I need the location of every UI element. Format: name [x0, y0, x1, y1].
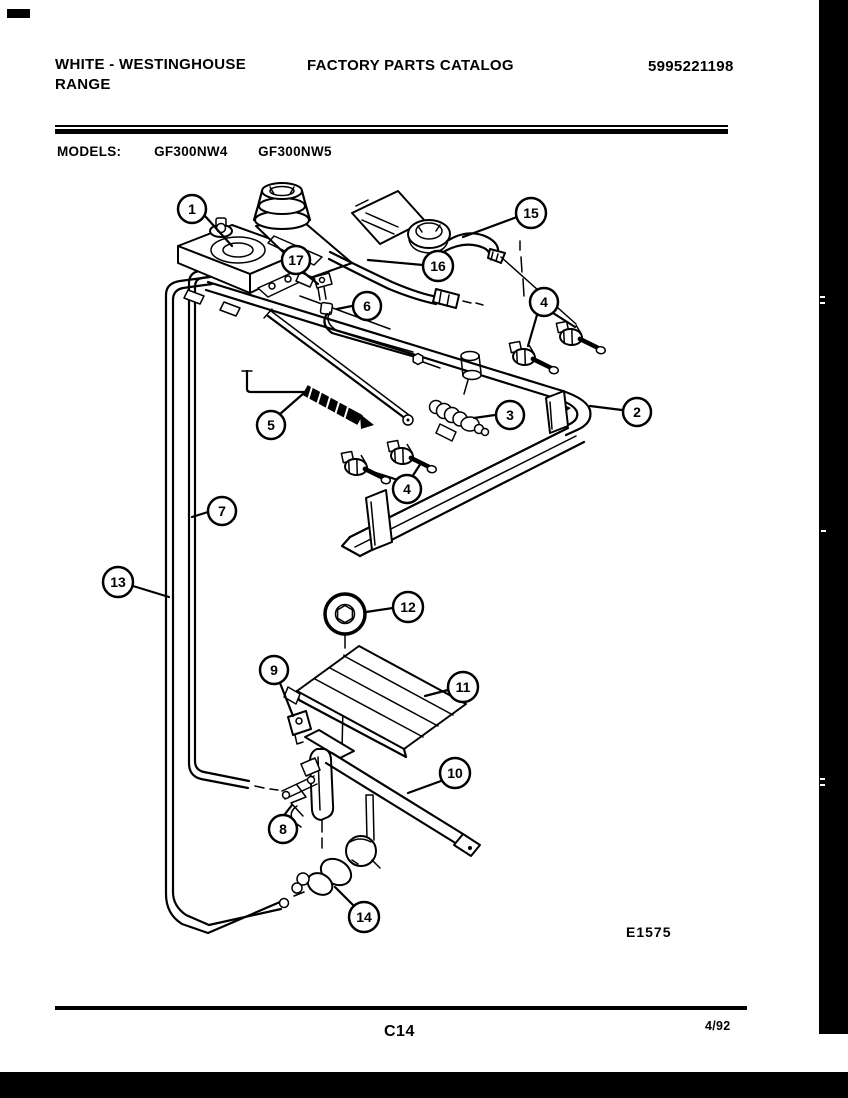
svg-text:12: 12 [400, 599, 416, 615]
svg-text:15: 15 [523, 205, 539, 221]
figure-code: E1575 [626, 924, 672, 940]
footer-rule [55, 1006, 747, 1010]
model-number-2: GF300NW5 [258, 144, 332, 159]
svg-text:10: 10 [447, 765, 463, 781]
callout-10 [408, 758, 470, 793]
svg-text:2: 2 [633, 404, 641, 420]
rail-bracket [366, 490, 392, 550]
callout-5 [257, 393, 304, 439]
callout-13 [103, 567, 169, 597]
revision-date: 4/92 [705, 1019, 731, 1033]
svg-text:7: 7 [218, 503, 226, 519]
svg-text:4: 4 [540, 294, 548, 310]
callout-9 [260, 656, 293, 716]
callouts [103, 195, 651, 932]
svg-text:16: 16 [430, 258, 446, 274]
callout-2 [590, 398, 651, 426]
pipe-end-nut [280, 899, 289, 908]
svg-text:8: 8 [279, 821, 287, 837]
brand-line2: RANGE [55, 76, 111, 93]
brand-line1: WHITE - WESTINGHOUSE [55, 56, 246, 73]
svg-text:13: 13 [110, 574, 126, 590]
svg-text:14: 14 [356, 909, 372, 925]
svg-text:4: 4 [403, 481, 411, 497]
page-code: C14 [384, 1023, 415, 1040]
svg-text:5: 5 [267, 417, 275, 433]
svg-text:11: 11 [455, 679, 471, 695]
spark-switch-assembly [352, 191, 505, 263]
safety-valve [292, 795, 380, 899]
callout-15 [463, 198, 546, 237]
svg-text:17: 17 [288, 252, 304, 268]
svg-text:1: 1 [188, 201, 196, 217]
svg-text:9: 9 [270, 662, 278, 678]
catalog-title: FACTORY PARTS CATALOG [307, 57, 514, 74]
svg-text:6: 6 [363, 298, 371, 314]
model-number-1: GF300NW4 [154, 144, 228, 159]
publication-number: 5995221198 [648, 58, 734, 75]
rail-bracket [546, 391, 568, 433]
callout-6 [337, 292, 381, 320]
models-label: MODELS: [57, 144, 122, 159]
callout-12 [366, 592, 423, 622]
callout-14 [335, 887, 379, 932]
regulator-assembly [430, 352, 489, 442]
callout-7 [192, 497, 236, 525]
svg-text:3: 3 [506, 407, 514, 423]
